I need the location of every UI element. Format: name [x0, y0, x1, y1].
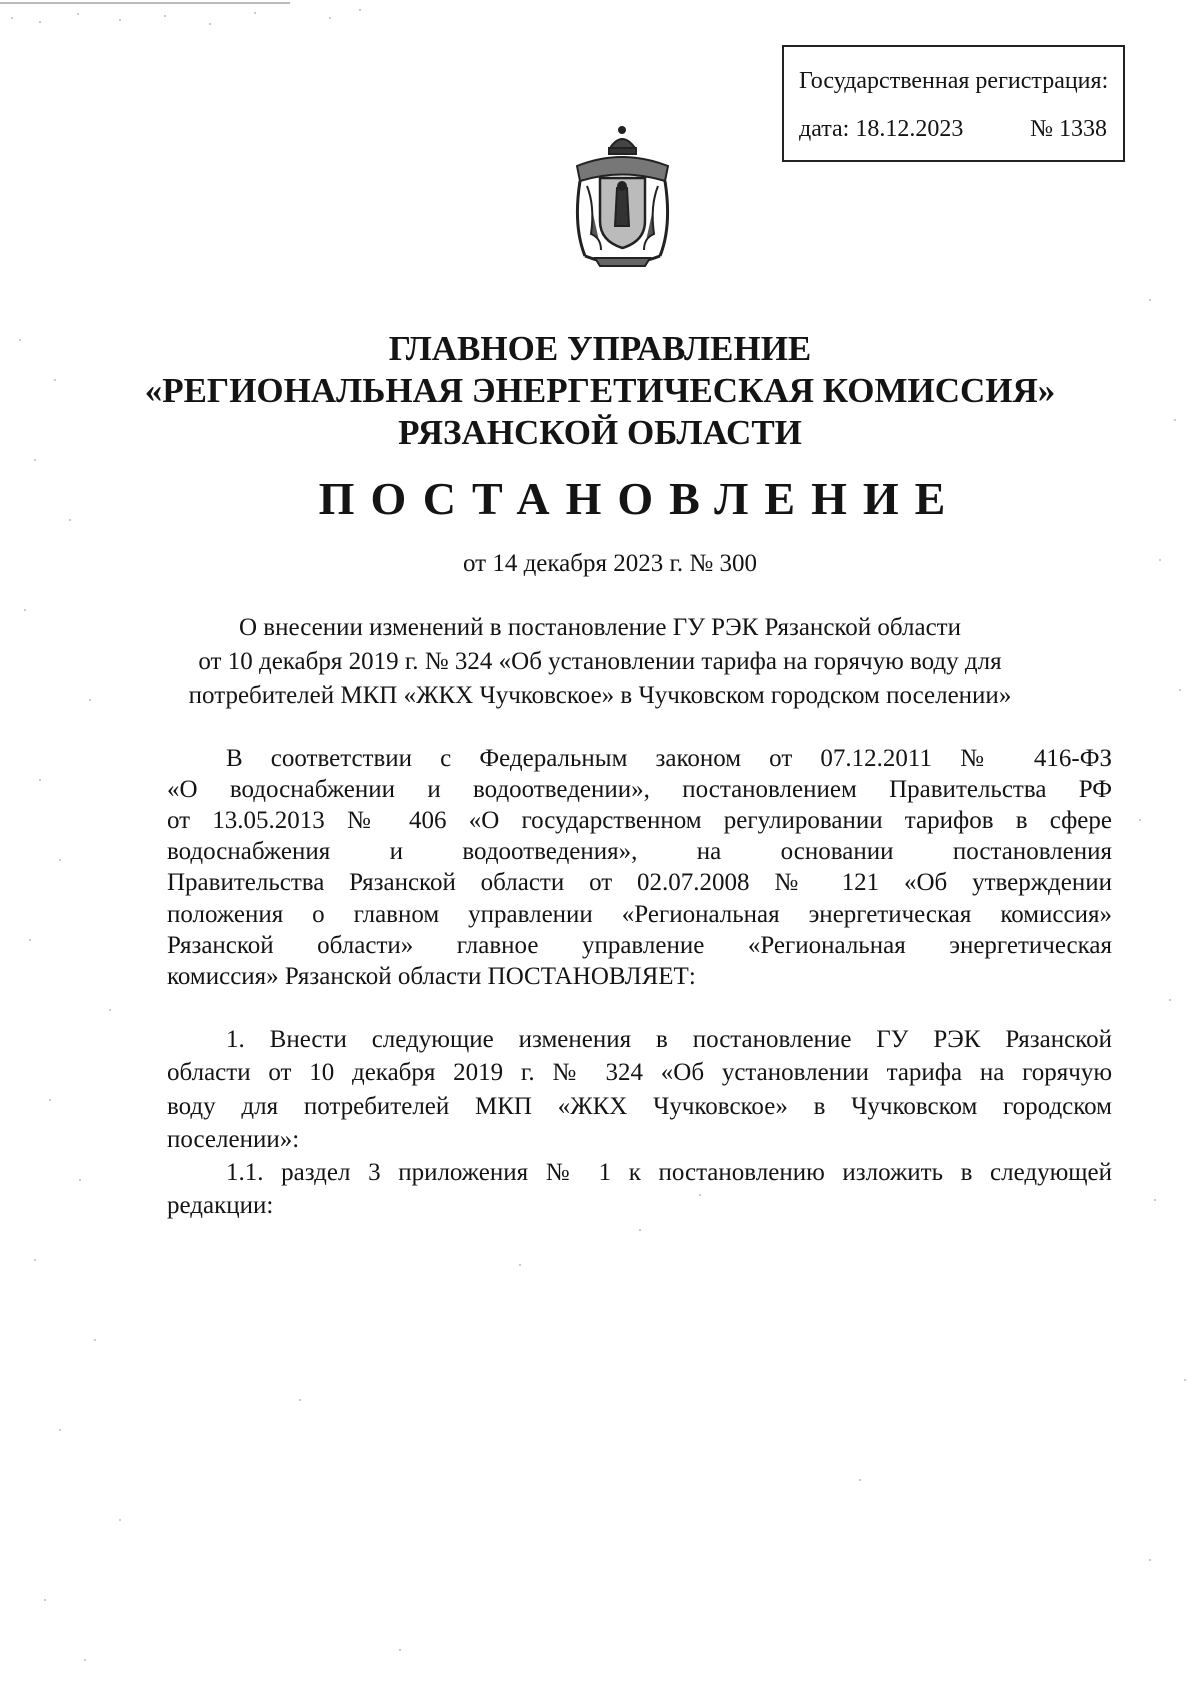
preamble-line: В соответствии с Федеральным законом от 07.12.2011 № 416-ФЗ — [226, 745, 1112, 772]
preamble-line: «О водоснабжении и водоотведении», постановлением Правительства РФ — [167, 776, 1112, 803]
preamble-line: водоснабжения и водоотведения», на основании постановления — [167, 838, 1112, 865]
item-1-line: поселении»: — [167, 1126, 300, 1153]
preamble-line: комиссия» Рязанской области ПОСТАНОВЛЯЕТ: — [167, 963, 696, 990]
registration-date: дата: 18.12.2023 — [799, 116, 964, 142]
registration-title: Государственная регистрация: — [799, 68, 1109, 94]
item-1-line: 1. Внести следующие изменения в постановление ГУ РЭК Рязанской — [226, 1026, 1112, 1053]
document-type-title: ПОСТАНОВЛЕНИЕ — [318, 473, 962, 524]
registration-box — [782, 45, 1125, 162]
registration-number: № 1338 — [1030, 116, 1107, 142]
item-1-line: воду для потребителей МКП «ЖКХ Чучковское» в Чучковском городском — [167, 1093, 1112, 1120]
preamble-line: положения о главном управлении «Региональная энергетическая комиссия» — [167, 901, 1112, 928]
item-1-line: области от 10 декабря 2019 г. № 324 «Об установлении тарифа на горячую — [167, 1059, 1112, 1086]
subject-line-1: О внесении изменений в постановление ГУ РЭК Рязанской области — [239, 614, 961, 641]
subject-line-2: от 10 декабря 2019 г. № 324 «Об установлении тарифа на горячую воду для — [198, 648, 1002, 675]
org-title-line-3: РЯЗАНСКОЙ ОБЛАСТИ — [398, 413, 802, 452]
subject-line-3: потребителей МКП «ЖКХ Чучковское» в Чучковском городском поселении» — [188, 682, 1012, 709]
org-title-line-1: ГЛАВНОЕ УПРАВЛЕНИЕ — [388, 329, 812, 368]
document-date-number: от 14 декабря 2023 г. № 300 — [462, 550, 758, 577]
preamble-line: от 13.05.2013 № 406 «О государственном регулировании тарифов в сфере — [167, 807, 1112, 834]
preamble-line: Рязанской области» главное управление «Региональная энергетическая — [167, 932, 1112, 959]
item-1-1-line: 1.1. раздел 3 приложения № 1 к постановлению изложить в следующей — [226, 1159, 1112, 1186]
org-title-line-2: «РЕГИОНАЛЬНАЯ ЭНЕРГЕТИЧЕСКАЯ КОМИССИЯ» — [144, 371, 1056, 410]
ryazan-coat-of-arms-icon — [565, 126, 680, 271]
item-1-1-line: редакции: — [167, 1192, 274, 1219]
preamble-line: Правительства Рязанской области от 02.07.2008 № 121 «Об утверждении — [167, 869, 1112, 896]
